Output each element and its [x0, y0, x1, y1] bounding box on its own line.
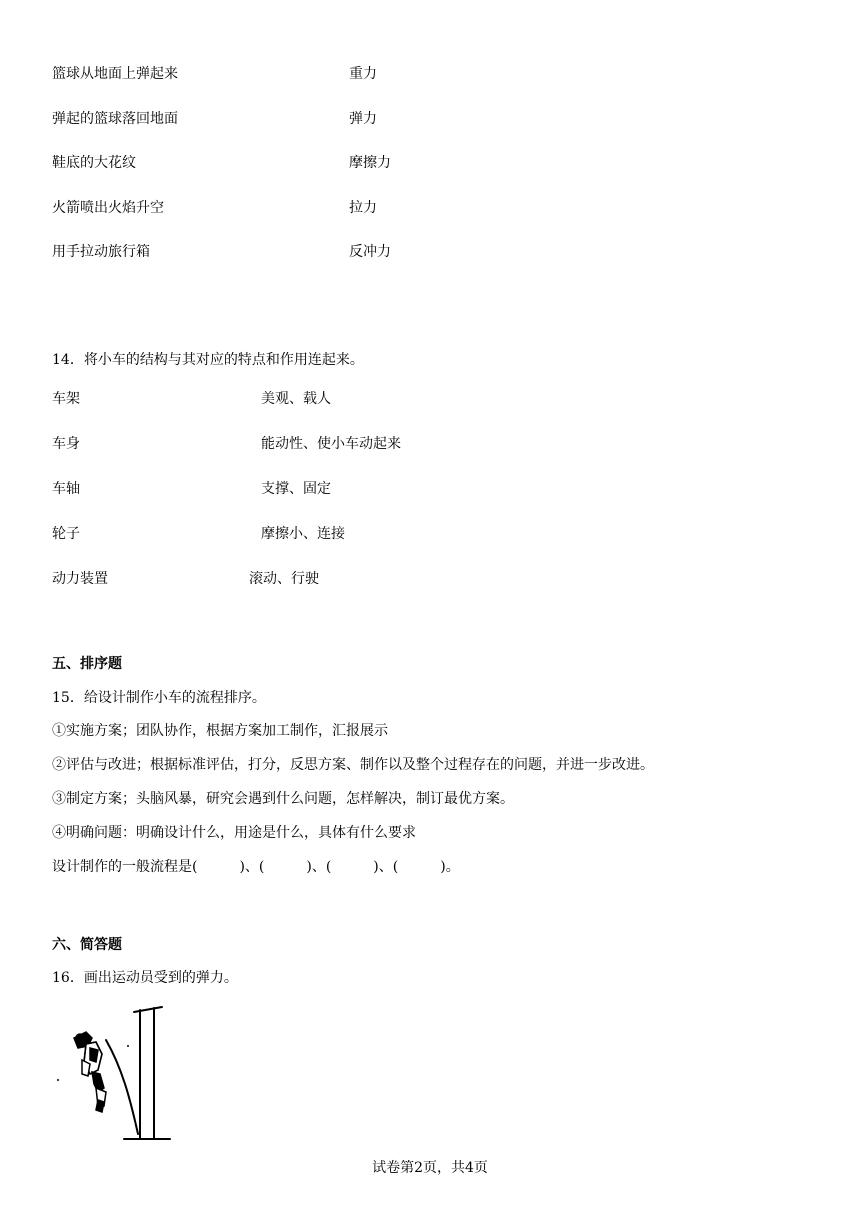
- section-6-heading: 六、简答题: [52, 937, 122, 953]
- q14-left-2: 车身: [52, 436, 80, 452]
- q14-right-5: 滚动、行驶: [249, 571, 319, 587]
- step-1: ①实施方案；团队协作，根据方案加工制作，汇报展示: [52, 723, 388, 739]
- crossbar: [134, 1007, 162, 1012]
- page-footer: 试卷第2页，共4页: [372, 1160, 488, 1176]
- q14-right-3: 支撑、固定: [261, 481, 331, 497]
- match-13-right-1: 重力: [349, 66, 377, 82]
- answer-line: 设计制作的一般流程是( )、( )、( )、( )。: [52, 859, 460, 875]
- match-13-right-2: 弹力: [349, 111, 377, 127]
- match-13-left-1: 篮球从地面上弹起来: [52, 66, 178, 82]
- q14-right-4: 摩擦小、连接: [261, 526, 345, 542]
- match-13-right-5: 反冲力: [349, 244, 391, 260]
- match-13-right-4: 拉力: [349, 200, 377, 216]
- question-14-prompt: 14．将小车的结构与其对应的特点和作用连起来。: [52, 352, 364, 368]
- match-13-left-4: 火箭喷出火焰升空: [52, 200, 164, 216]
- pole: [106, 1040, 138, 1134]
- match-13-left-2: 弹起的篮球落回地面: [52, 111, 178, 127]
- section-5-heading: 五、排序题: [52, 656, 122, 672]
- q14-left-5: 动力装置: [52, 571, 108, 587]
- q14-left-1: 车架: [52, 391, 80, 407]
- step-3: ③制定方案；头脑风暴，研究会遇到什么问题，怎样解决，制订最优方案。: [52, 791, 514, 807]
- q14-left-3: 车轴: [52, 481, 80, 497]
- question-16-prompt: 16．画出运动员受到的弹力。: [52, 970, 238, 986]
- match-13-right-3: 摩擦力: [349, 155, 391, 171]
- question-15-prompt: 15．给设计制作小车的流程排序。: [52, 690, 266, 706]
- match-13-left-5: 用手拉动旅行箱: [52, 244, 150, 260]
- pole-vaulter-illustration: [52, 988, 182, 1144]
- athlete: [74, 1032, 106, 1112]
- q14-left-4: 轮子: [52, 526, 80, 542]
- match-13-left-3: 鞋底的大花纹: [52, 155, 136, 171]
- step-4: ④明确问题：明确设计什么，用途是什么，具体有什么要求: [52, 825, 416, 841]
- q14-right-1: 美观、载人: [261, 391, 331, 407]
- q14-right-2: 能动性、使小车动起来: [261, 436, 401, 452]
- step-2: ②评估与改进；根据标准评估，打分，反思方案、制作以及整个过程存在的问题，并进一步改进。: [52, 757, 654, 773]
